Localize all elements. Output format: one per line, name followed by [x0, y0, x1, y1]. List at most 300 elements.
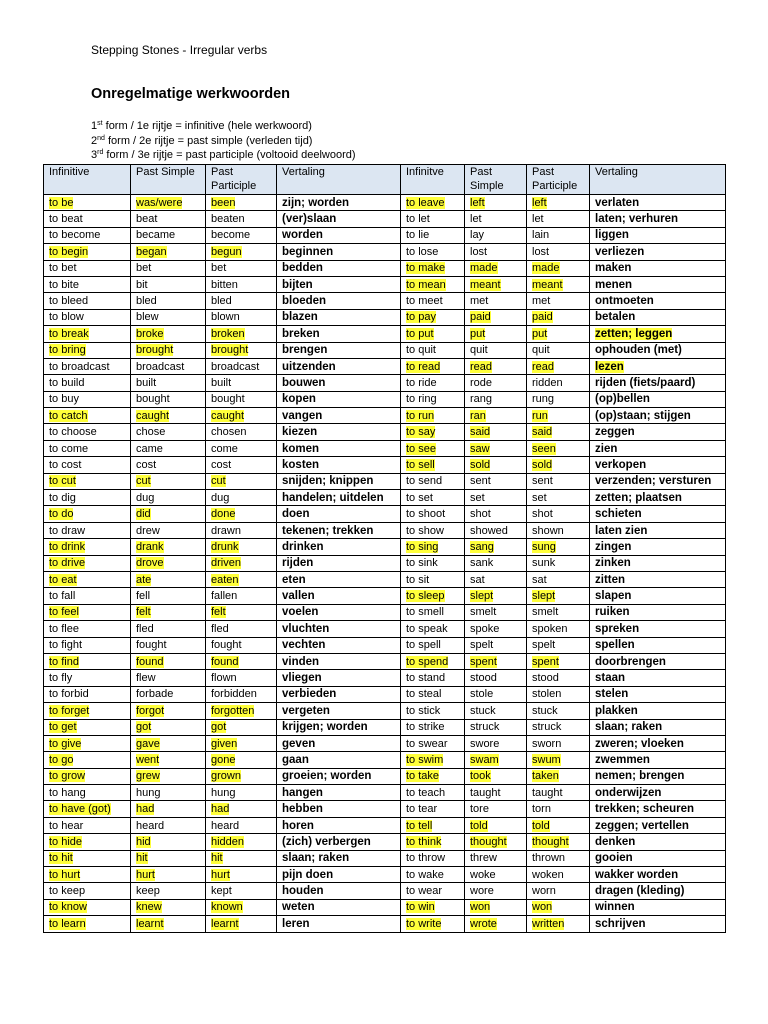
cell-text: vergeten: [282, 704, 330, 717]
table-cell-tr: [277, 309, 401, 325]
document-header: Stepping Stones - Irregular verbs: [91, 43, 268, 57]
cell-text: (ver)slaan: [282, 213, 337, 226]
cell-text: fought: [211, 639, 242, 652]
table-cell-inf: [401, 604, 465, 620]
cell-text: lain: [532, 229, 550, 242]
cell-text: to find: [49, 655, 79, 668]
cell-text: set: [532, 491, 547, 504]
table-row: [44, 326, 726, 342]
table-cell-pp: [206, 276, 277, 292]
cell-text: forbade: [136, 688, 174, 701]
table-cell-tr: [277, 195, 401, 211]
table-cell-ps: [465, 867, 527, 883]
table-row: [44, 571, 726, 587]
table-cell-ps: [465, 883, 527, 899]
table-cell-tr: [590, 424, 726, 440]
table-cell-ps: [131, 588, 206, 604]
cell-text: to come: [49, 442, 89, 455]
cell-text: told: [470, 819, 488, 832]
cell-text: (op)bellen: [595, 393, 650, 406]
cell-text: brought: [136, 344, 174, 357]
cell-text: to cut: [49, 475, 76, 488]
table-cell-ps: [465, 408, 527, 424]
cell-text: to smell: [406, 606, 444, 619]
cell-text: said: [470, 426, 491, 439]
column-header: Past Participle: [206, 165, 277, 195]
table-cell-pp: [527, 326, 590, 342]
table-cell-pp: [206, 883, 277, 899]
table-cell-ps: [131, 195, 206, 211]
cell-text: broadcast: [211, 360, 260, 373]
cell-text: lost: [470, 245, 488, 258]
table-cell-pp: [527, 686, 590, 702]
cell-text: woke: [470, 868, 496, 881]
cell-text: (op)staan; stijgen: [595, 409, 691, 422]
table-row: [44, 276, 726, 292]
cell-text: knew: [136, 901, 162, 914]
table-cell-inf: [401, 293, 465, 309]
cell-text: met: [532, 295, 551, 308]
table-cell-inf: [44, 555, 131, 571]
cell-text: to fall: [49, 590, 76, 603]
cell-text: known: [211, 901, 243, 914]
table-cell-pp: [206, 326, 277, 342]
table-cell-inf: [401, 244, 465, 260]
cell-text: to pay: [406, 311, 436, 324]
page-title: Onregelmatige werkwoorden: [91, 86, 291, 102]
cell-text: told: [532, 819, 550, 832]
cell-text: fought: [136, 639, 167, 652]
table-cell-pp: [527, 768, 590, 784]
cell-text: zetten; leggen: [595, 327, 673, 340]
table-cell-ps: [465, 801, 527, 817]
cell-text: had: [136, 803, 155, 816]
cell-text: read: [532, 360, 555, 373]
table-cell-pp: [527, 244, 590, 260]
cell-text: zetten; plaatsen: [595, 491, 682, 504]
table-cell-ps: [465, 244, 527, 260]
cell-text: bet: [211, 262, 227, 275]
table-cell-inf: [44, 490, 131, 506]
cell-text: to leave: [406, 196, 445, 209]
table-cell-tr: [590, 244, 726, 260]
table-cell-ps: [131, 653, 206, 669]
cell-text: hit: [211, 852, 223, 865]
table-cell-ps: [131, 785, 206, 801]
cell-text: sent: [532, 475, 553, 488]
table-cell-ps: [465, 719, 527, 735]
cell-text: to be: [49, 196, 74, 209]
table-cell-pp: [527, 883, 590, 899]
table-cell-pp: [206, 916, 277, 932]
table-cell-ps: [465, 506, 527, 522]
cell-text: taught: [470, 786, 501, 799]
table-cell-pp: [527, 457, 590, 473]
cell-text: zien: [595, 442, 618, 455]
table-cell-pp: [527, 391, 590, 407]
table-row: [44, 375, 726, 391]
table-cell-tr: [590, 637, 726, 653]
table-cell-pp: [206, 637, 277, 653]
cell-text: zweren; vloeken: [595, 737, 684, 750]
table-cell-ps: [131, 539, 206, 555]
table-cell-inf: [401, 817, 465, 833]
table-cell-ps: [131, 211, 206, 227]
cell-text: to become: [49, 229, 101, 242]
table-cell-pp: [206, 457, 277, 473]
cell-text: learnt: [211, 917, 239, 930]
column-header: Infinitive: [44, 165, 131, 195]
table-row: [44, 883, 726, 899]
table-row: [44, 293, 726, 309]
cell-text: to swear: [406, 737, 448, 750]
table-cell-tr: [277, 473, 401, 489]
cell-text: beginnen: [282, 245, 334, 258]
table-cell-pp: [527, 375, 590, 391]
table-row: [44, 211, 726, 227]
cell-text: zwemmen: [595, 753, 650, 766]
table-cell-pp: [527, 850, 590, 866]
cell-text: to lie: [406, 229, 430, 242]
table-cell-pp: [527, 899, 590, 915]
table-cell-tr: [590, 309, 726, 325]
cell-text: felt: [136, 606, 151, 619]
table-cell-ps: [131, 424, 206, 440]
table-cell-inf: [44, 883, 131, 899]
table-body: [44, 195, 726, 933]
table-cell-tr: [277, 637, 401, 653]
cell-text: hidden: [211, 835, 245, 848]
table-row: [44, 850, 726, 866]
table-row: [44, 604, 726, 620]
table-cell-ps: [131, 850, 206, 866]
cell-text: to strike: [406, 721, 445, 734]
cell-text: tore: [470, 803, 489, 816]
cell-text: driven: [211, 557, 241, 570]
cell-text: to beat: [49, 213, 83, 226]
cell-text: to write: [406, 917, 442, 930]
table-cell-tr: [277, 227, 401, 243]
table-cell-pp: [527, 637, 590, 653]
table-cell-ps: [465, 670, 527, 686]
table-row: [44, 424, 726, 440]
cell-text: sold: [470, 458, 491, 471]
cell-text: ruiken: [595, 606, 630, 619]
cell-text: zeggen; vertellen: [595, 819, 689, 832]
table-cell-tr: [277, 899, 401, 915]
table-cell-ps: [465, 375, 527, 391]
table-cell-tr: [590, 670, 726, 686]
table-row: [44, 801, 726, 817]
table-cell-ps: [465, 490, 527, 506]
cell-text: spellen: [595, 639, 635, 652]
cell-text: flew: [136, 672, 156, 685]
cell-text: spreken: [595, 622, 640, 635]
table-cell-tr: [590, 571, 726, 587]
table-cell-inf: [44, 276, 131, 292]
irregular-verbs-table: [43, 164, 726, 933]
cell-text: built: [211, 376, 232, 389]
cell-text: hangen: [282, 786, 323, 799]
table-cell-ps: [465, 899, 527, 915]
table-cell-ps: [131, 506, 206, 522]
table-cell-ps: [131, 801, 206, 817]
cell-text: to dig: [49, 491, 76, 504]
table-cell-tr: [590, 358, 726, 374]
table-cell-tr: [590, 211, 726, 227]
cell-text: ran: [470, 409, 486, 422]
table-cell-tr: [590, 703, 726, 719]
table-cell-inf: [401, 834, 465, 850]
cell-text: slept: [532, 590, 556, 603]
cell-text: became: [136, 229, 176, 242]
table-cell-pp: [206, 604, 277, 620]
cell-text: put: [470, 327, 486, 340]
table-cell-pp: [206, 260, 277, 276]
table-cell-tr: [590, 506, 726, 522]
table-row: [44, 785, 726, 801]
cell-text: drunk: [211, 540, 239, 553]
cell-text: lost: [532, 245, 550, 258]
cell-text: chosen: [211, 426, 247, 439]
cell-text: fled: [136, 622, 154, 635]
cell-text: went: [136, 753, 160, 766]
table-cell-ps: [131, 408, 206, 424]
table-cell-pp: [206, 473, 277, 489]
cell-text: to build: [49, 376, 85, 389]
table-cell-ps: [465, 211, 527, 227]
cell-text: bled: [136, 295, 157, 308]
cell-text: beat: [136, 213, 158, 226]
cell-text: to run: [406, 409, 435, 422]
table-cell-tr: [277, 785, 401, 801]
table-cell-inf: [44, 195, 131, 211]
cell-text: ophouden (met): [595, 344, 682, 357]
cell-text: eten: [282, 573, 306, 586]
cell-text: sung: [532, 540, 556, 553]
table-cell-ps: [131, 686, 206, 702]
cell-text: thrown: [532, 852, 566, 865]
cell-text: geven: [282, 737, 316, 750]
cell-text: bouwen: [282, 376, 326, 389]
cell-text: to choose: [49, 426, 97, 439]
table-cell-pp: [527, 785, 590, 801]
cell-text: to bite: [49, 278, 79, 291]
cell-text: vliegen: [282, 672, 322, 685]
table-cell-tr: [590, 686, 726, 702]
cell-text: woken: [532, 868, 564, 881]
table-cell-ps: [465, 391, 527, 407]
cell-text: eaten: [211, 573, 239, 586]
table-cell-ps: [131, 260, 206, 276]
cell-text: made: [532, 262, 560, 275]
cell-text: struck: [470, 721, 500, 734]
cell-text: to swim: [406, 753, 444, 766]
table-row: [44, 457, 726, 473]
cell-text: swam: [470, 753, 499, 766]
cell-text: to blow: [49, 311, 84, 324]
cell-text: worn: [532, 885, 556, 898]
table-cell-inf: [44, 735, 131, 751]
table-cell-tr: [277, 621, 401, 637]
table-cell-inf: [401, 588, 465, 604]
table-cell-pp: [527, 621, 590, 637]
table-cell-tr: [590, 473, 726, 489]
cell-text: stole: [470, 688, 494, 701]
cell-text: to shoot: [406, 508, 446, 521]
cell-text: taken: [532, 770, 559, 783]
table-cell-pp: [527, 653, 590, 669]
table-cell-inf: [44, 424, 131, 440]
cell-text: sank: [470, 557, 494, 570]
cell-text: made: [470, 262, 498, 275]
cell-text: to wake: [406, 868, 444, 881]
cell-text: bitten: [211, 278, 238, 291]
table-cell-ps: [465, 834, 527, 850]
cell-text: torn: [532, 803, 551, 816]
table-cell-pp: [206, 653, 277, 669]
table-cell-tr: [277, 358, 401, 374]
table-cell-pp: [527, 703, 590, 719]
cell-text: vangen: [282, 409, 323, 422]
cell-text: blazen: [282, 311, 318, 324]
cell-text: dragen (kleding): [595, 885, 685, 898]
table-cell-tr: [277, 276, 401, 292]
table-cell-pp: [206, 539, 277, 555]
cell-text: paid: [532, 311, 553, 324]
cell-text: schieten: [595, 508, 642, 521]
table-cell-inf: [401, 276, 465, 292]
cell-text: spent: [532, 655, 559, 668]
table-cell-ps: [465, 326, 527, 342]
table-cell-ps: [465, 555, 527, 571]
table-cell-inf: [44, 309, 131, 325]
cell-text: to ride: [406, 376, 437, 389]
cell-text: swore: [470, 737, 500, 750]
table-cell-tr: [277, 768, 401, 784]
cell-text: stolen: [532, 688, 562, 701]
table-cell-inf: [44, 719, 131, 735]
table-cell-ps: [465, 293, 527, 309]
table-row: [44, 817, 726, 833]
table-cell-tr: [277, 375, 401, 391]
table-cell-tr: [277, 686, 401, 702]
legend-line: 1st form / 1e rijtje = infinitive (hele werkwoord): [91, 120, 312, 132]
table-cell-tr: [590, 227, 726, 243]
table-row: [44, 227, 726, 243]
table-cell-tr: [590, 440, 726, 456]
table-cell-pp: [206, 522, 277, 538]
table-cell-pp: [527, 195, 590, 211]
cell-text: drank: [136, 540, 164, 553]
table-cell-pp: [527, 424, 590, 440]
cell-text: to hang: [49, 786, 86, 799]
cell-text: dug: [211, 491, 230, 504]
cell-text: vluchten: [282, 622, 330, 635]
table-cell-tr: [277, 457, 401, 473]
table-cell-inf: [401, 424, 465, 440]
table-row: [44, 867, 726, 883]
table-cell-ps: [465, 440, 527, 456]
cell-text: broadcast: [136, 360, 185, 373]
table-cell-ps: [465, 768, 527, 784]
cell-text: bijten: [282, 278, 313, 291]
cell-text: to stick: [406, 704, 441, 717]
cell-text: groeien; worden: [282, 770, 372, 783]
cell-text: to forbid: [49, 688, 89, 701]
cell-text: spoken: [532, 622, 568, 635]
table-cell-inf: [44, 211, 131, 227]
cell-text: slapen: [595, 590, 632, 603]
cell-text: krijgen; worden: [282, 721, 368, 734]
table-cell-tr: [590, 326, 726, 342]
table-cell-tr: [277, 260, 401, 276]
table-cell-ps: [465, 588, 527, 604]
table-cell-inf: [44, 850, 131, 866]
table-cell-tr: [590, 899, 726, 915]
cell-text: to hide: [49, 835, 83, 848]
cell-text: to bleed: [49, 295, 89, 308]
cell-text: to bet: [49, 262, 77, 275]
cell-text: bought: [211, 393, 245, 406]
table-cell-ps: [131, 719, 206, 735]
cell-text: hurt: [136, 868, 155, 881]
table-cell-pp: [527, 834, 590, 850]
table-cell-tr: [277, 670, 401, 686]
cell-text: to speak: [406, 622, 448, 635]
cell-text: smelt: [470, 606, 497, 619]
cell-text: trekken; scheuren: [595, 803, 695, 816]
table-cell-inf: [44, 686, 131, 702]
table-cell-pp: [527, 473, 590, 489]
table-cell-pp: [527, 752, 590, 768]
cell-text: to wear: [406, 885, 443, 898]
cell-text: to take: [406, 770, 440, 783]
table-cell-pp: [206, 309, 277, 325]
table-header-row: [44, 165, 726, 195]
table-cell-ps: [131, 391, 206, 407]
table-row: [44, 653, 726, 669]
cell-text: been: [211, 196, 236, 209]
cell-text: to sell: [406, 458, 435, 471]
table-cell-ps: [131, 571, 206, 587]
table-row: [44, 473, 726, 489]
table-cell-inf: [401, 195, 465, 211]
table-cell-tr: [590, 555, 726, 571]
table-cell-inf: [401, 506, 465, 522]
cell-text: to set: [406, 491, 433, 504]
table-cell-pp: [527, 604, 590, 620]
table-cell-tr: [590, 867, 726, 883]
table-cell-ps: [465, 571, 527, 587]
cell-text: read: [470, 360, 493, 373]
table-cell-pp: [206, 785, 277, 801]
table-cell-pp: [527, 867, 590, 883]
cell-text: caught: [211, 409, 245, 422]
cell-text: hebben: [282, 803, 323, 816]
cell-text: began: [136, 245, 167, 258]
cell-text: horen: [282, 819, 314, 832]
cell-text: spelt: [470, 639, 494, 652]
table-cell-inf: [401, 227, 465, 243]
table-cell-pp: [206, 555, 277, 571]
cell-text: rode: [470, 376, 493, 389]
table-cell-inf: [44, 227, 131, 243]
table-row: [44, 686, 726, 702]
table-cell-pp: [527, 735, 590, 751]
cell-text: run: [532, 409, 548, 422]
cell-text: was/were: [136, 196, 183, 209]
